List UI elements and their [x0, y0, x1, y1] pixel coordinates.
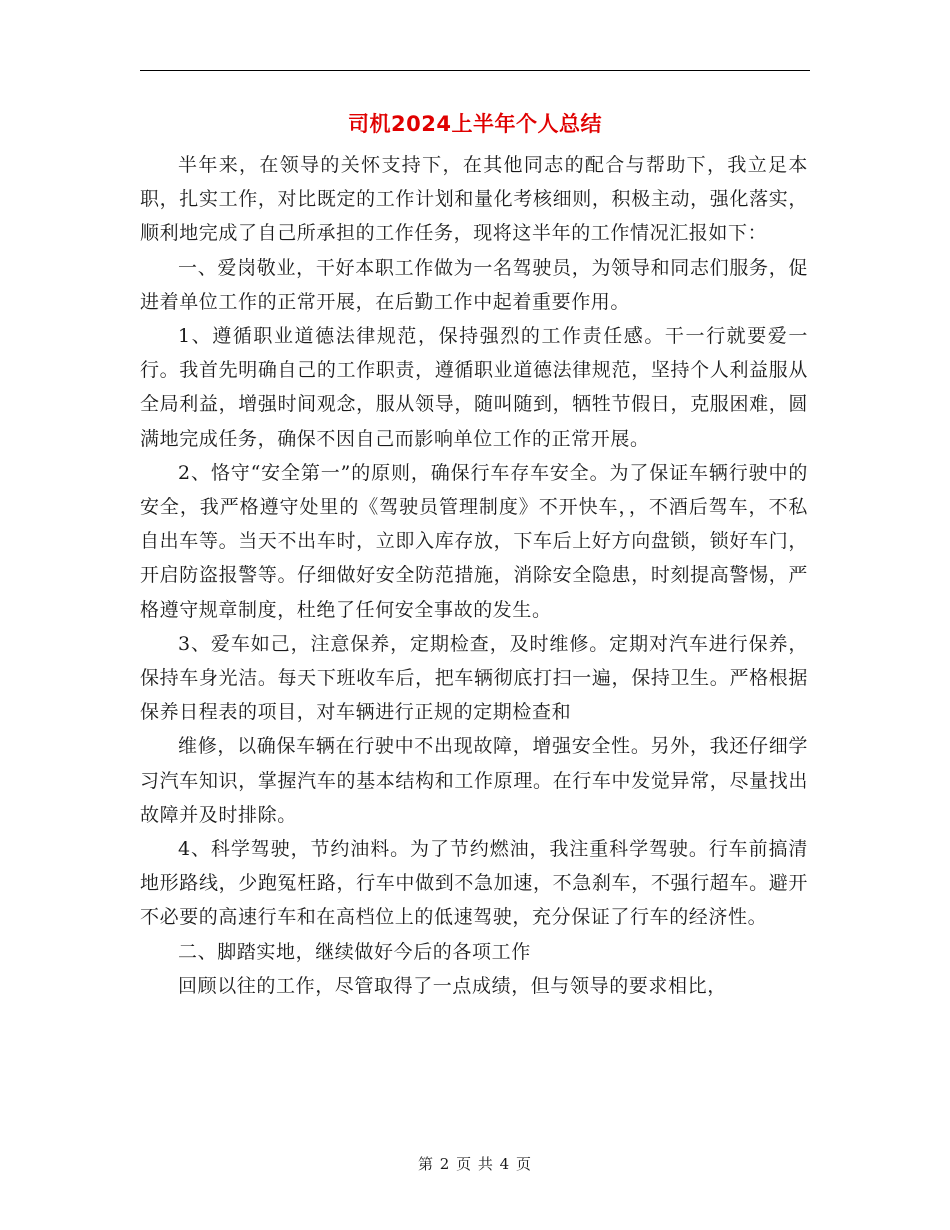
document-title: 司机2024上半年个人总结: [348, 112, 602, 136]
paragraph-item-3-cont: 维修，以确保车辆在行驶中不出现故障，增强安全性。另外，我还仔细学习汽车知识，掌握汽车的基本结构和工作原理。在行车中发觉异常，尽量找出故障并及时排除。: [140, 735, 808, 826]
paragraph-section-2: 二、脚踏实地，继续做好今后的各项工作: [178, 940, 531, 963]
paragraph-section-1: 一、爱岗敬业，干好本职工作做为一名驾驶员，为领导和同志们服务，促进着单位工作的正常开展，在后勤工作中起着重要作用。: [140, 256, 808, 313]
document-body: [140, 148, 808, 1003]
page-number-footer: 第 2 页 共 4 页: [418, 1155, 532, 1173]
paragraph-intro: 半年来，在领导的关怀支持下，在其他同志的配合与帮助下，我立足本职，扎实工作，对比既定的工作计划和量化考核细则，积极主动，强化落实，顺利地完成了自己所承担的工作任务，现将这半年的工作情况汇报如下：: [140, 154, 808, 245]
paragraph-item-3: 3、爱车如己，注意保养，定期检查，及时维修。定期对汽车进行保养，保持车身光洁。每天下班收车后，把车辆彻底打扫一遍，保持卫生。严格根据保养日程表的项目，对车辆进行正规的定期检查和: [140, 632, 808, 724]
paragraph-item-2: 2、恪守“安全第一”的原则，确保行车存车安全。为了保证车辆行驶中的安全，我严格遵守处里的《驾驶员管理制度》不开快车，，不酒后驾车，不私自出车等。当天不出车时，立即入库存放，下车后上好方向盘锁，锁好车门，开启防盗报警等。仔细做好安全防范措施，消除安全隐患，时刻提高警惕，严格遵守规章制度，杜绝了任何安全事故的发生。: [140, 461, 808, 621]
paragraph-review: 回顾以往的工作，尽管取得了一点成绩，但与领导的要求相比，: [178, 974, 727, 997]
header-rule: [140, 70, 810, 71]
paragraph-item-1: 1、遵循职业道德法律规范，保持强烈的工作责任感。干一行就要爱一行。我首先明确自己的工作职责，遵循职业道德法律规范，坚持个人利益服从全局利益，增强时间观念，服从领导，随叫随到，牺牲节假日，克服困难，圆满地完成任务，确保不因自己而影响单位工作的正常开展。: [140, 325, 808, 450]
paragraph-item-4: 4、科学驾驶，节约油料。为了节约燃油，我注重科学驾驶。行车前搞清地形路线，少跑冤枉路，行车中做到不急加速，不急刹车，不强行超车。避开不必要的高速行车和在高档位上的低速驾驶，充分保证了行车的经济性。: [140, 838, 808, 929]
